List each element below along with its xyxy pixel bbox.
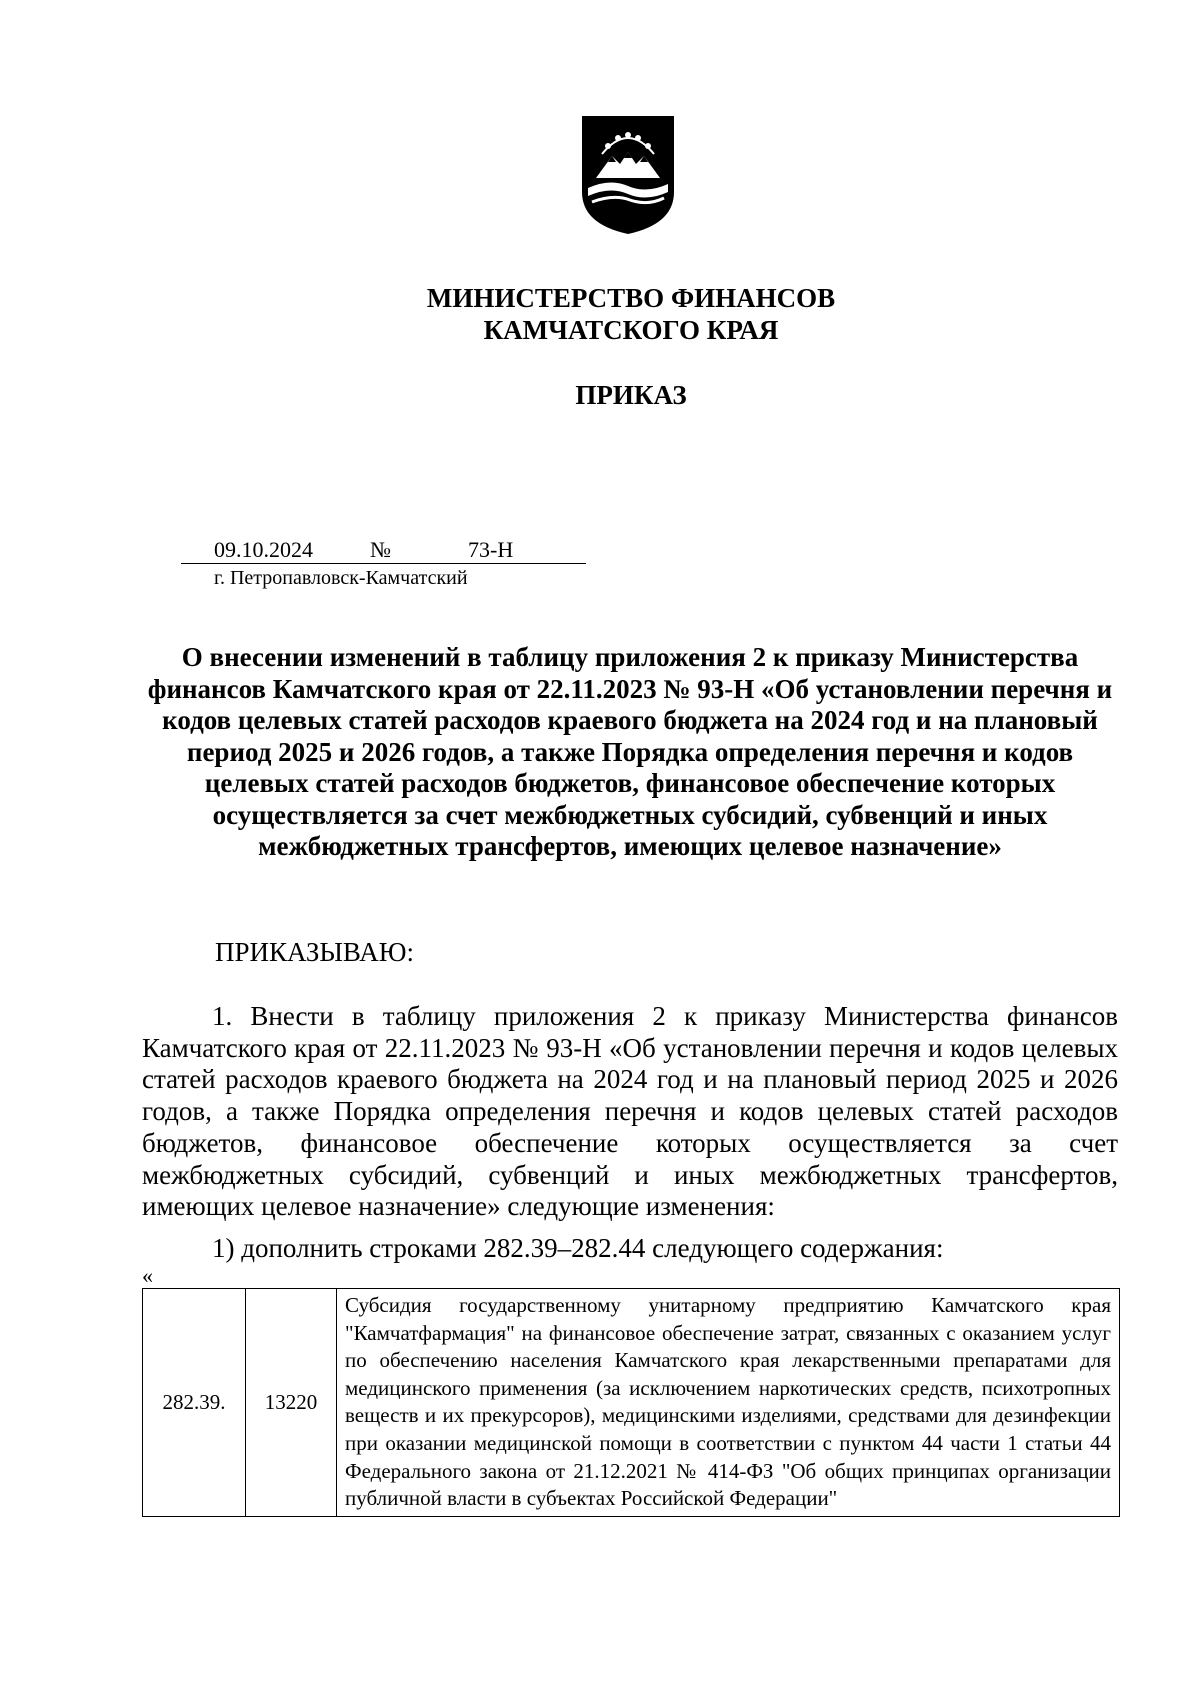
decree-word: ПРИКАЗЫВАЮ: bbox=[215, 937, 414, 967]
ministry-name-line2: КАМЧАТСКОГО КРАЯ bbox=[483, 315, 779, 345]
kamchatka-coat-of-arms-emblem bbox=[574, 112, 682, 238]
row-number-cell: 282.39. bbox=[143, 1289, 246, 1517]
row-description-cell: Субсидия государственному унитарному предприятию Камчатского края "Камчатфармация" на финансовое обеспечение затрат, связанных с оказанием услуг по обеспечению населения Камчатского края лекарственными препаратами для медицинского применения (за исключением наркотических средств, психотропных веществ и их прекурсоров), медицинскими изделиями, средствами для дезинфекции при оказании медицинской помощи в соответствии с пунктом 44 части 1 статьи 44 Федерального закона от 21.12.2021 № 414-ФЗ "Об общих принципах организации публичной власти в субъектах Российской Федерации" bbox=[337, 1289, 1120, 1517]
paragraph-1: 1. Внести в таблицу приложения 2 к приказу Министерства финансов Камчатского края от 22.11.2023 № 93-Н «Об установлении перечня и кодов целевых статей расходов краевого бюджета на 2024 год и на плановый период 2025 и 2026 годов, а также Порядка определения перечня и кодов целевых статей расходов бюджетов, финансовое обеспечение которых осуществляется за счет межбюджетных субсидий, субвенций и иных межбюджетных трансфертов, имеющих целевое назначение» следующие изменения: bbox=[142, 1001, 1118, 1222]
document-type-heading: ПРИКАЗ bbox=[575, 380, 687, 410]
order-date: 09.10.2024 bbox=[214, 537, 313, 562]
order-subject-title: О внесении изменений в таблицу приложения 2 к приказу Министерства финансов Камчатского края от 22.11.2023 № 93-Н «Об установлении перечня и кодов целевых статей расходов краевого бюджета на 2024 год и на плановый период 2025 и 2026 годов, а также Порядка определения перечня и кодов целевых статей расходов бюджетов, финансовое обеспечение которых осуществляется за счет межбюджетных субсидий, субвенций и иных межбюджетных трансфертов, имеющих целевое назначение» bbox=[147, 642, 1113, 861]
item-1: 1) дополнить строками 282.39–282.44 следующего содержания: bbox=[212, 1233, 944, 1263]
table-row bbox=[143, 1289, 1120, 1517]
order-number: 73-Н bbox=[468, 537, 514, 562]
budget-lines-table bbox=[142, 1288, 1120, 1517]
opening-quote: « bbox=[142, 1263, 153, 1288]
registration-line bbox=[181, 537, 586, 564]
row-code-cell: 13220 bbox=[246, 1289, 337, 1517]
ministry-name bbox=[0, 282, 1200, 346]
issue-city: г. Петропавловск-Камчатский bbox=[214, 567, 468, 589]
ministry-name-line1: МИНИСТЕРСТВО ФИНАНСОВ bbox=[426, 283, 836, 313]
number-sign: № bbox=[370, 537, 391, 562]
